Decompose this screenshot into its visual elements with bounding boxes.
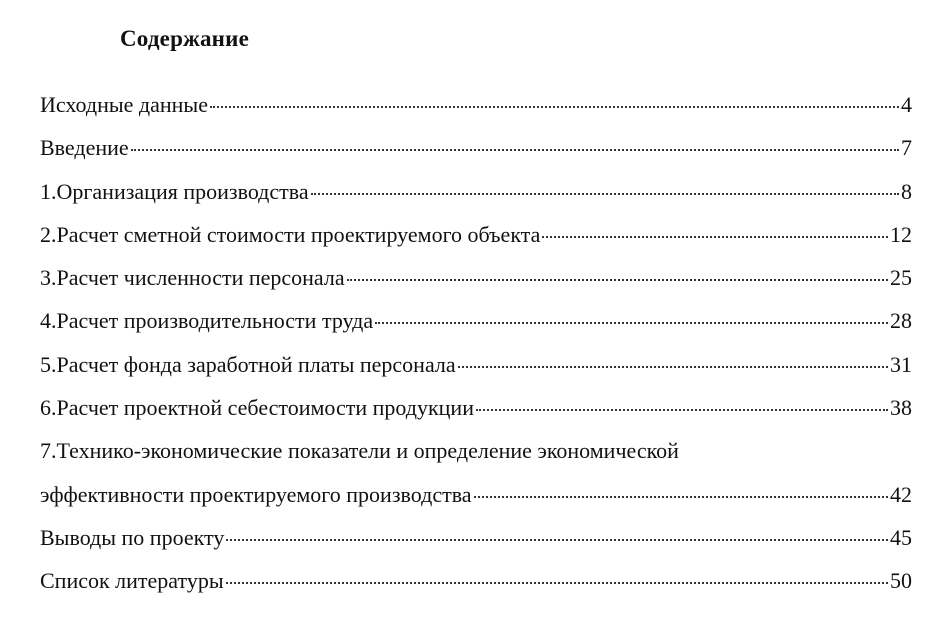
toc-title: Содержание — [120, 26, 249, 51]
toc-entry-page: 7 — [901, 135, 912, 161]
toc-entry-section-1 — [40, 179, 912, 222]
toc-entry-references — [40, 568, 912, 611]
dot-leader — [476, 409, 888, 411]
toc-entry-label: 6.Расчет проектной себестоимости продукции — [40, 395, 474, 421]
dot-leader — [311, 193, 899, 195]
toc-entry-section-2 — [40, 222, 912, 265]
toc-list — [40, 92, 912, 612]
toc-entry-page: 8 — [901, 178, 912, 204]
dot-leader — [474, 496, 888, 498]
dot-leader — [375, 322, 888, 324]
dot-leader — [347, 279, 888, 281]
toc-entry-label: 5.Расчет фонда заработной платы персонала — [40, 351, 456, 377]
toc-entry-label: Исходные данные — [40, 92, 208, 117]
dot-leader — [210, 106, 899, 108]
toc-entry-label: Введение — [40, 135, 129, 161]
dot-leader — [226, 539, 888, 541]
toc-entry-label: 7.Технико-экономические показатели и определение экономической — [40, 438, 679, 464]
toc-entry-section-6 — [40, 395, 912, 438]
toc-entry-label: Выводы по проекту — [40, 524, 225, 550]
toc-entry-label: 4.Расчет производительности труда — [40, 308, 374, 334]
dot-leader — [542, 236, 888, 238]
toc-entry-label: эффективности проектируемого производства — [40, 481, 472, 507]
toc-entry-label: 3.Расчет численности персонала — [40, 265, 345, 291]
toc-entry-section-3 — [40, 265, 912, 308]
toc-entry-page: 4 — [901, 92, 912, 117]
toc-entry-conclusions — [40, 525, 912, 568]
toc-entry-section-5 — [40, 352, 912, 395]
toc-entry-label: Список литературы — [40, 568, 224, 594]
toc-entry-page: 25 — [890, 265, 912, 291]
toc-entry-label: 1.Организация производства — [40, 178, 309, 204]
toc-entry-section-7-line-1 — [40, 438, 912, 481]
toc-entry-page: 38 — [890, 395, 912, 421]
toc-entry-page: 45 — [890, 524, 912, 550]
dot-leader — [131, 149, 899, 151]
toc-entry-section-7-line-2 — [40, 482, 912, 525]
toc-entry-source-data — [40, 92, 912, 135]
dot-leader — [226, 582, 888, 584]
dot-leader — [458, 366, 888, 368]
toc-entry-label: 2.Расчет сметной стоимости проектируемого объекта — [40, 221, 541, 247]
toc-entry-section-4 — [40, 308, 912, 351]
toc-entry-page: 12 — [890, 221, 912, 247]
toc-entry-page: 42 — [890, 481, 912, 507]
toc-entry-introduction — [40, 135, 912, 178]
toc-entry-page: 50 — [890, 568, 912, 594]
toc-entry-page: 28 — [890, 308, 912, 334]
toc-entry-page: 31 — [890, 351, 912, 377]
